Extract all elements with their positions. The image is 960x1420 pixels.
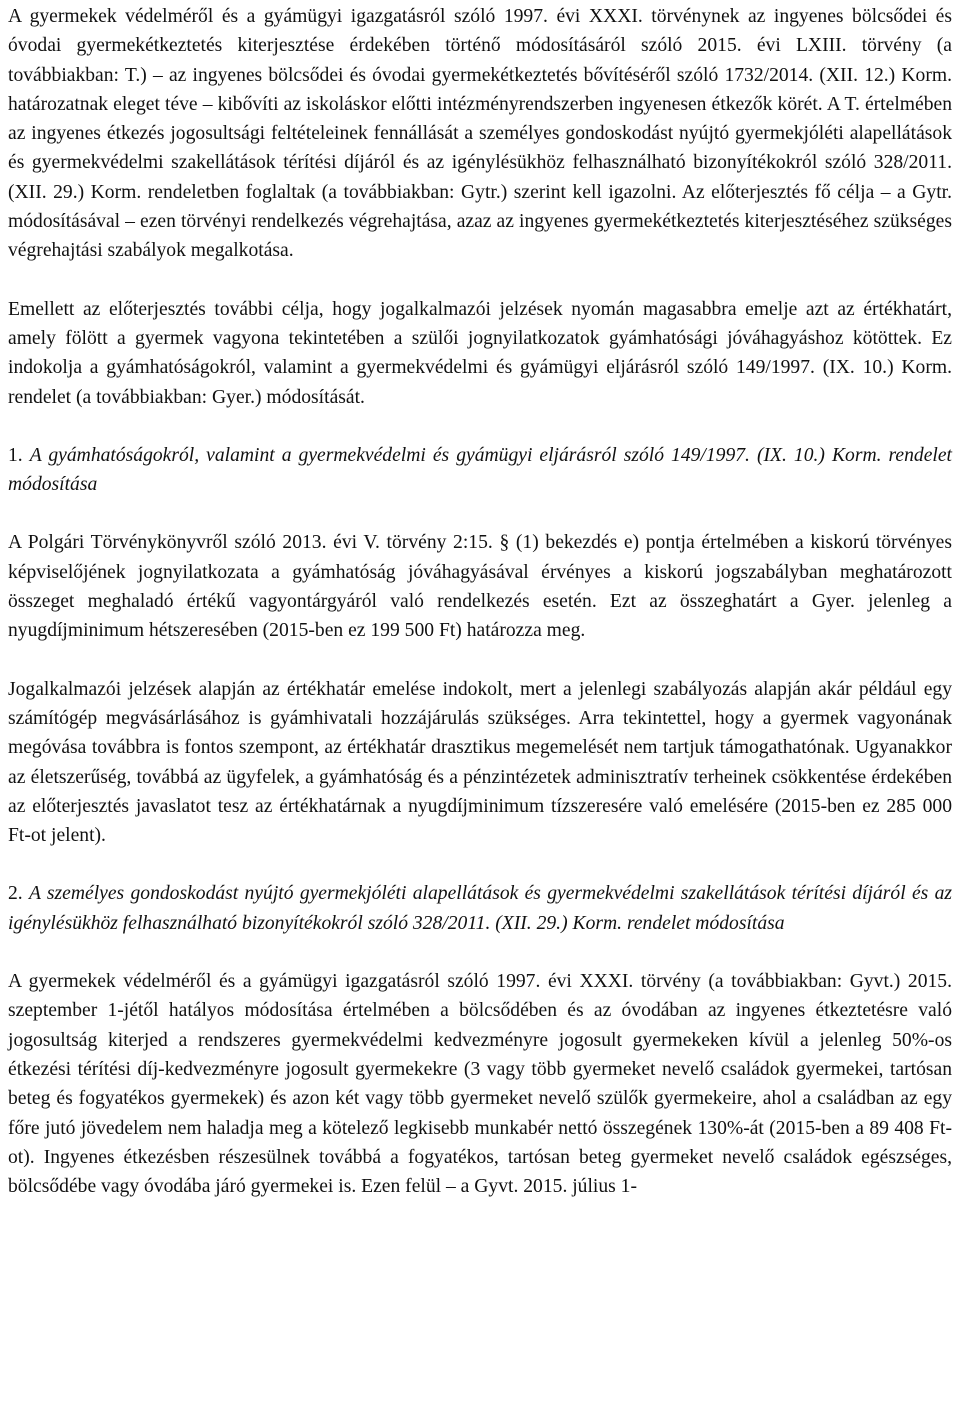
section-heading-2 — [8, 879, 952, 938]
threshold-paragraph: Jogalkalmazói jelzések alapján az értékhatár emelése indokolt, mert a jelenlegi szabályozás alapján akár például egy számítógép megvásárlásához is gyámhivatali hozzájárulás szükséges. Arra tekintettel, hogy a gyermek vagyonának megóvása továbbra is fontos szempont, az értékhatár drasztikus megemelését nem tartjuk támogathatónak. Ugyanakkor az életszerűség, továbbá az ügyfelek, a gyámhatóság és a pénzintézetek adminisztratív terheinek csökkentése érdekében az előterjesztés javaslatot tesz az értékhatárnak a nyugdíjminimum tízszeresére való emelésére (2015-ben ez 285 000 Ft-ot jelent). — [8, 678, 952, 847]
secondary-goal-paragraph: Emellett az előterjesztés további célja, hogy jogalkalmazói jelzések nyomán magasabbra emelje azt az értékhatárt, amely fölött a gyermek vagyona tekintetében a szülői jognyilatkozatok gyámhatósági jóváhagyáshoz kötöttek. Ez indokolja a gyámhatóságokról, valamint a gyermekvédelmi és gyámügyi eljárásról szóló 149/1997. (IX. 10.) Korm. rendelet (a továbbiakban: Gyer.) módosítását. — [8, 298, 952, 408]
intro-paragraph: A gyermekek védelméről és a gyámügyi igazgatásról szóló 1997. évi XXXI. törvénynek az ingyenes bölcsődei és óvodai gyermekétkeztetés kiterjesztése érdekében történő módosításáról szóló 2015. évi LXIII. törvény (a továbbiakban: T.) – az ingyenes bölcsődei és óvodai gyermekétkeztetés bővítéséről szóló 1732/2014. (XII. 12.) Korm. határozatnak eleget téve – kibővíti az iskoláskor előtti intézményrendszerben ingyenesen étkezők körét. A T. értelmében az ingyenes étkezés jogosultsági feltételeinek fennállását a személyes gondoskodást nyújtó gyermekjóléti alapellátások és gyermekvédelmi szakellátások térítési díjáról és az igénylésükhöz felhasználható bizonyítékokról szóló 328/2011. (XII. 29.) Korm. rendeletben foglaltak (a továbbiakban: Gytr.) szerint kell igazolni. Az előterjesztés fő célja – a Gytr. módosításával – ezen törvényi rendelkezés végrehajtása, azaz az ingyenes gyermekétkeztetés kiterjesztéséhez szükséges végrehajtási szabályok megalkotása. — [8, 6, 952, 262]
child-protection-paragraph: A gyermekek védelméről és a gyámügyi igazgatásról szóló 1997. évi XXXI. törvény (a továbbiakban: Gyvt.) 2015. szeptember 1-jétől hatályos módosítása értelmében a bölcsődében és az óvodában az ingyenes étkeztetésre való jogosultság kiterjed a rendszeres gyermekvédelmi kedvezményre jogosult gyermekeken kívül a jelenleg 50%-os étkezési térítési díj-kedvezményre jogosult gyermekekre (3 vagy több gyermeket nevelő családok gyermekei, tartósan beteg és fogyatékos gyermekek) és azon két vagy több gyermeket nevelő szülők gyermekeire, ahol a családban az egy főre jutó jövedelem nem haladja meg a kötelező legkisebb munkabér nettó összegének 130%-át (2015-ben a 89 408 Ft-ot). Ingyenes étkezésben részesülnek továbbá a fogyatékos, tartósan beteg gyermeket nevelő családok egészséges, bölcsődébe vagy óvodába járó gyermekei is. Ezen felül – a Gyvt. 2015. július 1- — [8, 971, 952, 1198]
section-title-1: A gyámhatóságokról, valamint a gyermekvédelmi és gyámügyi eljárásról szóló 149/1997. (IX. 10.) Korm. rendelet módosítása — [8, 444, 952, 496]
civil-code-paragraph: A Polgári Törvénykönyvről szóló 2013. évi V. törvény 2:15. § (1) bekezdés e) pontja értelmében a kiskorú törvényes képviselőjének jognyilatkozata a gyámhatóság jóváhagyásával érvényes a kiskorú jogszabályban meghatározott összeget meghaladó értékű vagyontárgyáról való rendelkezés esetén. Ezt az összeghatárt a Gyer. jelenleg a nyugdíjminimum hétszeresében (2015-ben ez 199 500 Ft) határozza meg. — [8, 532, 952, 642]
section-number-1: 1. — [8, 444, 23, 466]
section-heading-1 — [8, 441, 952, 500]
section-number-2: 2. — [8, 883, 23, 905]
section-title-2: A személyes gondoskodást nyújtó gyermekjóléti alapellátások és gyermekvédelmi szakellátások térítési díjáról és az igénylésükhöz felhasználható bizonyítékokról szóló 328/2011. (XII. 29.) Korm. rendelet módosítása — [8, 883, 952, 934]
